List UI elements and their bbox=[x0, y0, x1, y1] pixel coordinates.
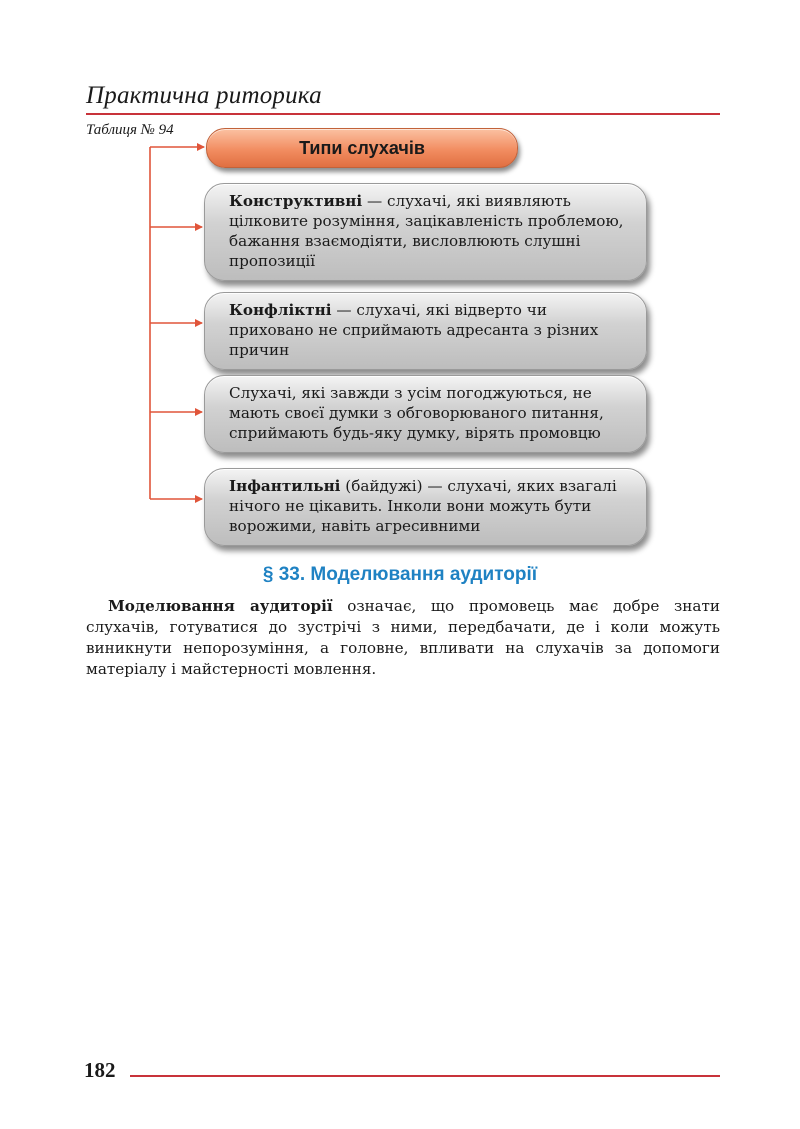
listener-type-infantile bbox=[204, 468, 647, 546]
type-definition: слухачі, які відверто чи приховано не сприймають адресанта з різних причин bbox=[229, 301, 599, 359]
type-separator: (байдужі) — bbox=[340, 477, 448, 495]
type-definition: слухачі, які виявляють цілковите розуміння, зацікавленість проблемою, бажання взаємодіяти, висловлюють слушні пропозиції bbox=[229, 192, 624, 270]
listener-type-constructive bbox=[204, 183, 647, 281]
page-number: 182 bbox=[84, 1058, 116, 1082]
section-body bbox=[86, 596, 720, 680]
footer-rule bbox=[130, 1075, 720, 1077]
type-separator: — bbox=[331, 301, 357, 319]
body-paragraph bbox=[86, 596, 720, 680]
paragraph-lead-term: Моделювання аудиторії bbox=[108, 597, 333, 615]
type-term: Інфантильні bbox=[229, 477, 341, 495]
type-separator: — bbox=[362, 192, 387, 210]
running-title: Практична риторика bbox=[86, 82, 322, 109]
type-term: Конструктивні bbox=[229, 192, 363, 210]
listener-type-agreeable bbox=[204, 375, 647, 453]
type-definition: Слухачі, які завжди з усім погоджуються, не мають своєї думки з обговорюваного питання, сприймають будь-яку думку, вірять промовцю bbox=[229, 384, 604, 442]
table-label: Таблиця № 94 bbox=[86, 122, 174, 138]
type-definition: слухачі, яких взагалі нічого не цікавить. Інколи вони можуть бути ворожими, навіть агресивними bbox=[229, 477, 617, 535]
paragraph-text: означає, що промовець має добре знати слухачів, готуватися до зустрічі з ними, передбачати, де і коли можуть виникнути непорозуміння, а головне, впливати на слухачів за допомоги матеріалу і майстерності мовлення. bbox=[86, 597, 720, 678]
listener-type-conflict bbox=[204, 292, 647, 370]
section-heading: § 33. Моделювання аудиторії bbox=[262, 564, 538, 585]
diagram-title: Типи слухачів bbox=[206, 128, 518, 168]
type-term: Конфліктні bbox=[229, 301, 332, 319]
